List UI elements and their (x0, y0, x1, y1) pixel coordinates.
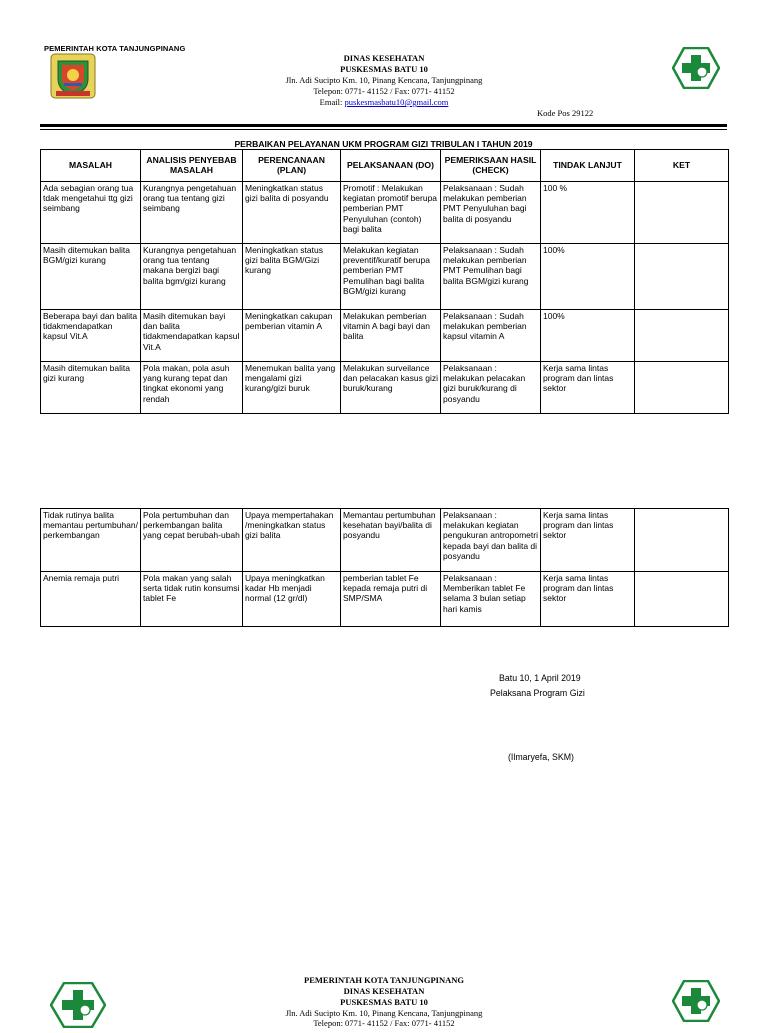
table-row (41, 244, 729, 310)
cell: pemberian tablet Fe kepada remaja putri di SMP/SMA (341, 572, 441, 627)
cell: Pelaksanaan : Sudah melakukan pemberian kapsul vitamin A (441, 310, 541, 362)
signature-name: (Ilmaryefa, SKM) (508, 752, 574, 762)
table-row (41, 362, 729, 414)
table-header-row (41, 150, 729, 182)
cell: Melakukan surveilance dan pelacakan kasus gizi buruk/kurang (341, 362, 441, 414)
ukm-table-part1 (40, 149, 729, 414)
cell: 100% (541, 244, 635, 310)
cell: Kerja sama lintas program dan lintas sektor (541, 362, 635, 414)
col-header: PEMERIKSAAN HASIL (CHECK) (441, 150, 541, 182)
header-agency: DINAS KESEHATAN (343, 53, 425, 63)
puskesmas-logo-footer-left (50, 982, 106, 1028)
cell: Masih ditemukan balita gizi kurang (41, 362, 141, 414)
header-rule-thin (40, 129, 727, 130)
cell: Pola makan, pola asuh yang kurang tepat dan tingkat ekonomi yang rendah (141, 362, 243, 414)
cell (635, 509, 729, 572)
postal-code: Kode Pos 29122 (537, 108, 594, 118)
cell (635, 362, 729, 414)
cell: Melakukan kegiatan preventif/kuratif berupa pemberian PMT Pemulihan bagi balita BGM/gizi kurang (341, 244, 441, 310)
cell: Pelaksanaan : Memberikan tablet Fe selama 3 bulan setiap hari kamis (441, 572, 541, 627)
cell: Pola pertumbuhan dan perkembangan balita yang cepat berubah-ubah (141, 509, 243, 572)
cell (635, 182, 729, 244)
col-header: MASALAH (41, 150, 141, 182)
cell: Melakukan pemberian vitamin A bagi bayi dan balita (341, 310, 441, 362)
cell: Memantau pertumbuhan kesehatan bayi/balita di posyandu (341, 509, 441, 572)
cell: Menemukan balita yang mengalami gizi kurang/gizi buruk (243, 362, 341, 414)
document-title: PERBAIKAN PELAYANAN UKM PROGRAM GIZI TRIBULAN I TAHUN 2019 (234, 139, 533, 149)
cell: Promotif : Melakukan kegiatan promotif berupa pemberian PMT Penyuluhan (contoh) bagi balita (341, 182, 441, 244)
signature-place-date: Batu 10, 1 April 2019 (499, 673, 581, 683)
cell: Anemia remaja putri (41, 572, 141, 627)
cell (635, 572, 729, 627)
cell: Meningkatkan cakupan pemberian vitamin A (243, 310, 341, 362)
cell: Tidak rutinya balita memantau pertumbuhan/ perkembangan (41, 509, 141, 572)
email-label: Email: (319, 97, 345, 107)
cell: Upaya mempertahakan /meningkatkan status gizi balita (243, 509, 341, 572)
col-header: PERENCANAAN (PLAN) (243, 150, 341, 182)
footer-government: PEMERINTAH KOTA TANJUNGPINANG (304, 975, 464, 985)
cell: Beberapa bayi dan balita tidakmendapatkan kapsul Vit.A (41, 310, 141, 362)
cell: Pelaksanaan : Sudah melakukan pemberian PMT Penyuluhan bagi balita di posyandu (441, 182, 541, 244)
cell: Pelaksanaan : melakukan kegiatan pengukuran antropometri kepada bayi dan balita di posyandu (441, 509, 541, 572)
footer-unit: PUSKESMAS BATU 10 (340, 997, 428, 1007)
cell: Kerja sama lintas program dan lintas sektor (541, 572, 635, 627)
col-header: PELAKSANAAN (DO) (341, 150, 441, 182)
cell: Pola makan yang salah serta tidak rutin konsumsi tablet Fe (141, 572, 243, 627)
header-address: Jln. Adi Sucipto Km. 10, Pinang Kencana, Tanjungpinang (285, 75, 483, 85)
cell: Kerja sama lintas program dan lintas sektor (541, 509, 635, 572)
cell: Kurangnya pengetahuan orang tua tentang makana bergizi bagi balita bgm/gizi kurang (141, 244, 243, 310)
header-rule (40, 124, 727, 127)
cell: 100% (541, 310, 635, 362)
cell: Pelaksanaan : Sudah melakukan pemberian PMT Pemulihan bagi balita BGM/gizi kurang (441, 244, 541, 310)
cell: Meningkatkan status gizi balita BGM/Gizi kurang (243, 244, 341, 310)
cell (635, 244, 729, 310)
footer-agency: DINAS KESEHATAN (343, 986, 425, 996)
footer-phone: Telepon: 0771- 41152 / Fax: 0771- 41152 (313, 1018, 455, 1028)
table-row (41, 509, 729, 572)
cell (635, 310, 729, 362)
col-header: TINDAK LANJUT (541, 150, 635, 182)
col-header: ANALISIS PENYEBAB MASALAH (141, 150, 243, 182)
cell: Masih ditemukan balita BGM/gizi kurang (41, 244, 141, 310)
table-row (41, 310, 729, 362)
corner-text: PEMERINTAH KOTA TANJUNGPINANG (44, 44, 186, 53)
puskesmas-logo (672, 47, 720, 89)
cell: Masih ditemukan bayi dan balita tidakmendapatkan kapsul Vit.A (141, 310, 243, 362)
cell: Kurangnya pengetahuan orang tua tentang gizi seimbang (141, 182, 243, 244)
col-header: KET (635, 150, 729, 182)
puskesmas-logo-footer-right (672, 980, 720, 1022)
cell: Ada sebagian orang tua tdak mengetahui ttg gizi seimbang (41, 182, 141, 244)
header-phone: Telepon: 0771- 41152 / Fax: 0771- 41152 (313, 86, 455, 96)
cell: Pelaksanaan : melakukan pelacakan gizi buruk/kurang di posyandu (441, 362, 541, 414)
ukm-table-part2 (40, 508, 729, 627)
table-row (41, 182, 729, 244)
signature-role: Pelaksana Program Gizi (490, 688, 585, 698)
table-row (41, 572, 729, 627)
footer-address: Jln. Adi Sucipto Km. 10, Pinang Kencana, Tanjungpinang (285, 1008, 483, 1018)
cell: 100 % (541, 182, 635, 244)
header-unit: PUSKESMAS BATU 10 (340, 64, 428, 74)
header-email-line (0, 97, 768, 108)
cell: Upaya meningkatkan kadar Hb menjadi normal (12 gr/dl) (243, 572, 341, 627)
email-link[interactable]: puskesmasbatu10@gmail.com (344, 97, 449, 107)
cell: Meningkatkan status gizi balita di posyandu (243, 182, 341, 244)
